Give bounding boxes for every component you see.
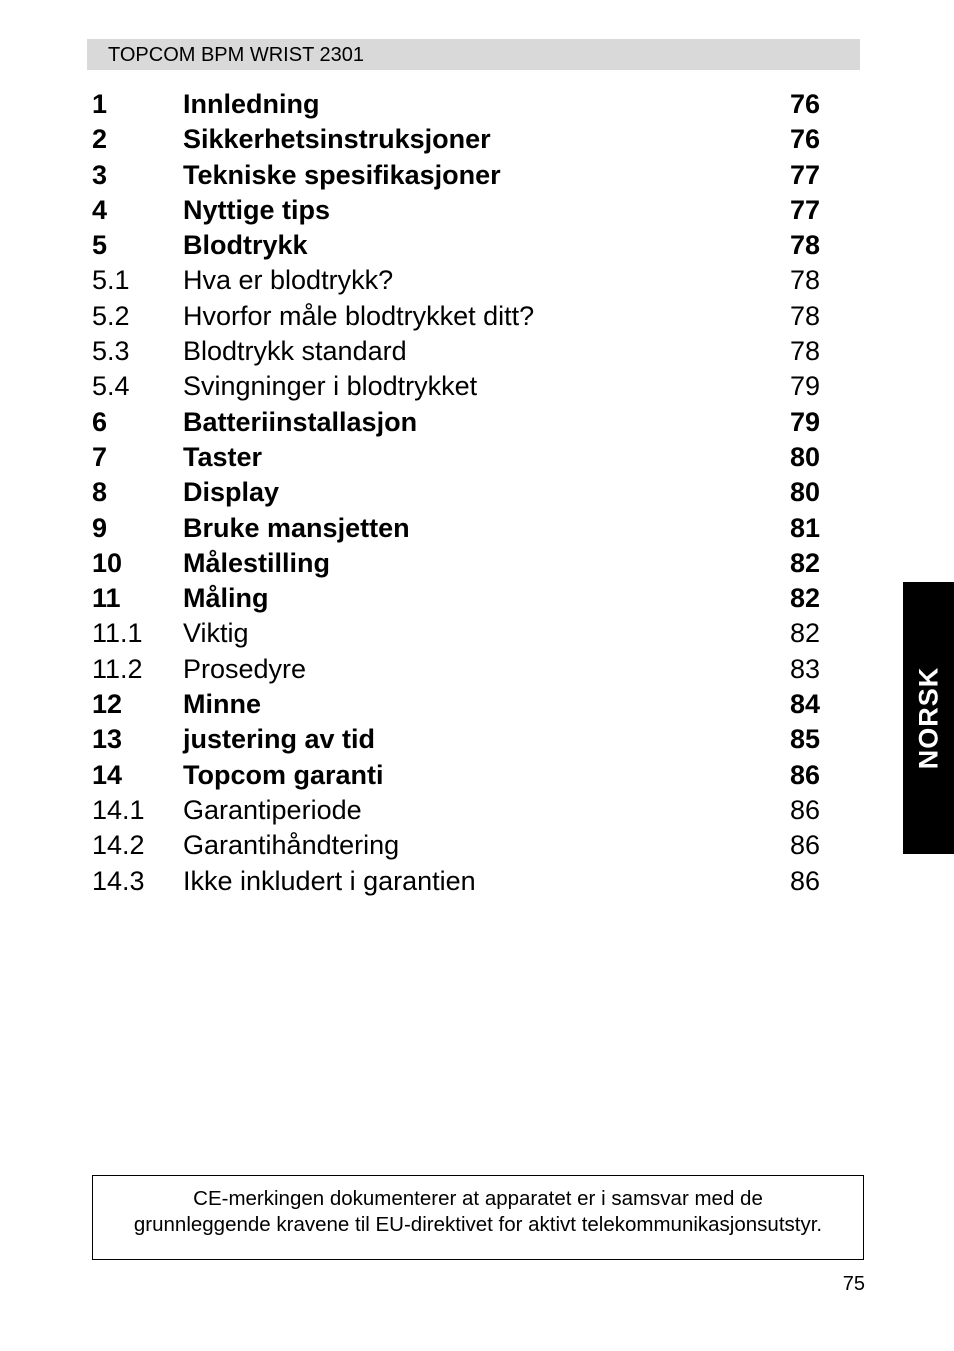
toc-entry-page: 86: [789, 759, 820, 790]
toc-entry-number: 1: [92, 89, 108, 119]
toc-entry-title: Batteriinstallasjon: [183, 406, 418, 437]
toc-entry-title: Blodtrykk standard: [183, 336, 407, 367]
toc-entry-number: 5.2: [92, 300, 130, 331]
toc-entry: [92, 122, 820, 157]
toc-entry-page: 77: [789, 159, 820, 190]
toc-entry-page: 85: [789, 724, 820, 755]
toc-entry-title: Viktig: [183, 618, 249, 649]
toc-entry: [92, 758, 820, 793]
header-bar: [87, 39, 860, 70]
toc-entry-page: 81: [789, 512, 820, 543]
toc-entry-page: 79: [789, 406, 820, 437]
language-tab-label: NORSK: [913, 666, 943, 770]
toc-entry-title: justering av tid: [183, 724, 376, 755]
toc-entry-title: Nyttige tips: [183, 194, 331, 225]
toc-entry-number: 2: [92, 124, 108, 155]
toc-entry-title: Prosedyre: [183, 653, 307, 684]
toc-entry-title: Bruke mansjetten: [183, 512, 410, 543]
toc-entry: [92, 299, 820, 334]
page-number: 75: [842, 1273, 865, 1295]
toc-entry: [92, 228, 820, 263]
table-of-contents: [92, 87, 820, 899]
toc-entry-page: 82: [789, 618, 820, 649]
toc-entry-number: 4: [92, 194, 108, 225]
toc-entry: [92, 687, 820, 722]
toc-entry: [92, 158, 820, 193]
toc-entry-page: 78: [789, 230, 820, 261]
toc-entry: [92, 793, 820, 828]
toc-entry-title: Målestilling: [183, 547, 331, 578]
toc-entry-number: 14: [92, 759, 123, 790]
toc-entry-number: 3: [92, 159, 108, 190]
toc-entry-title: Sikkerhetsinstruksjoner: [183, 124, 491, 155]
toc-entry: [92, 581, 820, 616]
toc-entry: [92, 369, 820, 404]
toc-entry-number: 9: [92, 512, 108, 543]
toc-entry: [92, 193, 820, 228]
toc-entry: [92, 263, 820, 298]
toc-entry-number: 11: [92, 583, 121, 614]
toc-entry-number: 5.3: [92, 336, 130, 367]
toc-entry-number: 11.2: [92, 653, 143, 684]
toc-entry-number: 6: [92, 406, 108, 437]
toc-entry-number: 7: [92, 441, 108, 472]
toc-entry-page: 78: [789, 300, 820, 331]
toc-entry-number: 14.1: [92, 794, 145, 825]
toc-entry-title: Taster: [183, 441, 263, 472]
toc-entry-number: 10: [92, 547, 123, 578]
toc-entry: [92, 440, 820, 475]
toc-entry-page: 86: [789, 865, 820, 896]
toc-entry: [92, 652, 820, 687]
toc-entry-title: Topcom garanti: [183, 759, 384, 790]
toc-entry-page: 78: [789, 336, 820, 367]
toc-entry-page: 80: [789, 441, 820, 472]
toc-entry-title: Garantiperiode: [183, 794, 362, 825]
toc-entry: [92, 334, 820, 369]
document-title: TOPCOM BPM WRIST 2301: [108, 44, 364, 66]
toc-entry: [92, 405, 820, 440]
toc-entry-page: 76: [789, 89, 820, 119]
toc-entry-page: 83: [789, 653, 820, 684]
toc-entry-page: 76: [789, 124, 820, 155]
toc-entry-number: 5.1: [92, 265, 130, 296]
toc-entry-page: 84: [789, 689, 820, 720]
toc-entry-title: Blodtrykk: [183, 230, 308, 261]
ce-notice-line-2: grunnleggende kravene til EU-direktivet for aktivt telekommunikasjonsutstyr.: [133, 1213, 823, 1236]
toc-entry: [92, 546, 820, 581]
toc-entry-title: Ikke inkludert i garantien: [183, 865, 476, 896]
toc-entry-page: 77: [789, 194, 820, 225]
toc-entry-number: 5.4: [92, 371, 130, 402]
ce-notice-box: [92, 1175, 864, 1260]
toc-entry: [92, 511, 820, 546]
toc-entry-page: 86: [789, 830, 820, 861]
toc-entry-number: 12: [92, 689, 123, 720]
toc-entry-title: Display: [183, 477, 280, 508]
toc-entry: [92, 722, 820, 757]
toc-entry-page: 78: [789, 265, 820, 296]
toc-entry: [92, 864, 820, 899]
toc-entry-title: Minne: [183, 689, 261, 720]
toc-entry-number: 14.3: [92, 865, 145, 896]
toc-entry-page: 80: [789, 477, 820, 508]
ce-notice-text: [93, 1186, 863, 1238]
toc-entry-title: Hva er blodtrykk?: [183, 265, 394, 296]
toc-entry-title: Måling: [183, 583, 269, 614]
toc-entry-title: Hvorfor måle blodtrykket ditt?: [183, 300, 535, 331]
toc-entry-page: 82: [789, 547, 820, 578]
toc-entry: [92, 828, 820, 863]
language-tab: [903, 582, 954, 854]
toc-entry: [92, 616, 820, 651]
toc-entry-title: Tekniske spesifikasjoner: [183, 159, 501, 190]
toc-entry-page: 86: [789, 794, 820, 825]
toc-entry-number: 11.1: [92, 618, 143, 649]
toc-entry-number: 5: [92, 230, 108, 261]
toc-entry-title: Svingninger i blodtrykket: [183, 371, 478, 402]
toc-entry-number: 13: [92, 724, 123, 755]
toc-entry-title: Innledning: [183, 89, 320, 119]
toc-entry: [92, 475, 820, 510]
toc-entry-number: 14.2: [92, 830, 145, 861]
ce-notice-line-1: CE-merkingen dokumenterer at apparatet er i samsvar med de: [193, 1187, 763, 1210]
toc-entry-number: 8: [92, 477, 108, 508]
toc-entry-page: 79: [789, 371, 820, 402]
toc-entry-page: 82: [789, 583, 820, 614]
toc-entry: [92, 87, 820, 122]
toc-entry-title: Garantihåndtering: [183, 830, 400, 861]
